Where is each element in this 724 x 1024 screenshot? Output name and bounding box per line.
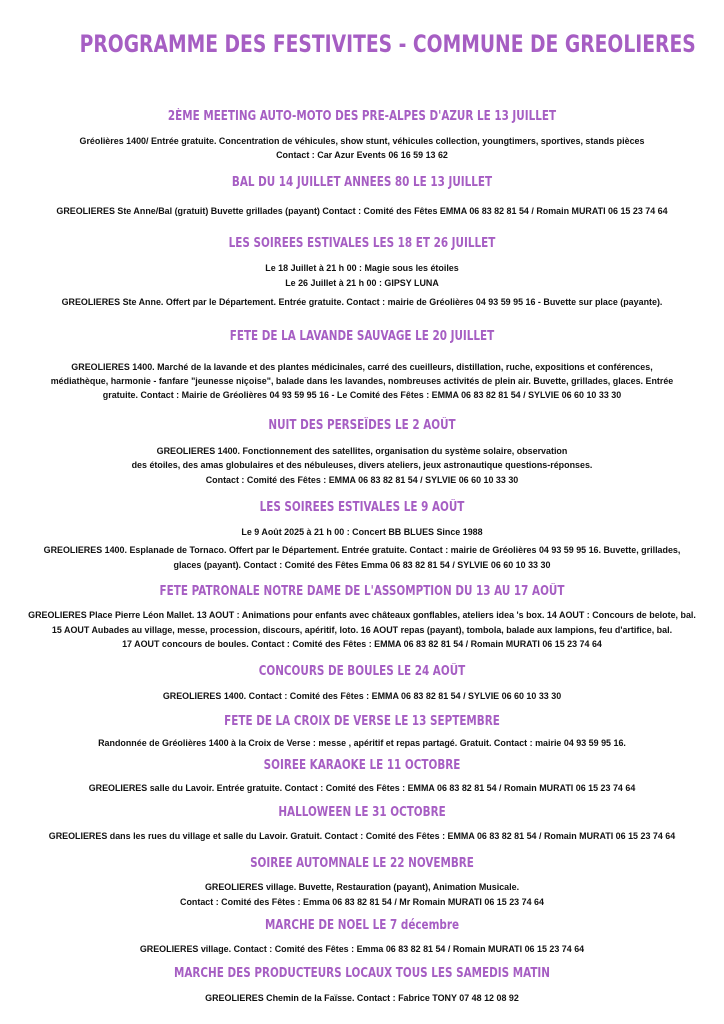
event-description-line: GREOLIERES Place Pierre Léon Mallet. 13 AOUT : Animations pour enfants avec châteaux gonflables, ateliers idea 's box. 14 AOUT : Concours de belote, bal. — [28, 610, 696, 620]
event-description-line: médiathèque, harmonie - fanfare "jeunesse niçoise", balade dans les lavandes, nombreuses activités de plein air. Buvette, grillades, glaces. Entrée — [50, 376, 674, 386]
event-description-line: GREOLIERES salle du Lavoir. Entrée gratuite. Contact : Comité des Fêtes : EMMA 06 83 82 81 54 / Romain MURATI 06 15 23 74 64 — [88, 783, 636, 793]
event-description-line: glaces (payant). Contact : Comité des Fêtes Emma 06 83 82 81 54 / SYLVIE 06 60 10 33 30 — [173, 560, 551, 570]
event-description-line: Contact : Comité des Fêtes : EMMA 06 83 82 81 54 / SYLVIE 06 60 10 33 30 — [205, 475, 519, 485]
event-description-line: GREOLIERES Ste Anne/Bal (gratuit) Buvette grillades (payant) Contact : Comité des Fêtes EMMA 06 83 82 81 54 / Romain MURATI 06 15 23 74 64 — [56, 206, 668, 216]
event-description-line: GREOLIERES dans les rues du village et salle du Lavoir. Gratuit. Contact : Comité des Fêtes : EMMA 06 83 82 81 54 / Romain MURATI 06 15 23 74 64 — [48, 831, 676, 841]
event-description-line: GREOLIERES Ste Anne. Offert par le Département. Entrée gratuite. Contact : mairie de Gréolières 04 93 59 95 16 - Buvette sur place (payante). — [61, 297, 663, 307]
event-title: SOIREE AUTOMNALE LE 22 NOVEMBRE — [250, 856, 474, 871]
event-description-line: 17 AOUT concours de boules. Contact : Comité des Fêtes : EMMA 06 83 82 81 54 / Romain MURATI 06 15 23 74 64 — [122, 639, 602, 649]
event-title: LES SOIREES ESTIVALES LE 9 AOÛT — [259, 500, 465, 515]
event-description-line: 15 AOUT Aubades au village, messe, procession, discours, apéritif, loto. 16 AOUT repas (payant), tombola, balade aux lampions, feu d'artifice, bal. — [51, 625, 673, 635]
event-description-line: gratuite. Contact : Mairie de Gréolières 04 93 59 95 16 - Le Comité des Fêtes : EMMA 06 83 82 81 54 / SYLVIE 06 60 10 33 30 — [102, 390, 622, 400]
event-description-line: Le 9 Août 2025 à 21 h 00 : Concert BB BLUES Since 1988 — [241, 527, 483, 537]
event-description-line: GREOLIERES village. Contact : Comité des Fêtes : Emma 06 83 82 81 54 / Romain MURATI 06 15 23 74 64 — [139, 944, 585, 954]
event-description-line: GREOLIERES Chemin de la Faïsse. Contact : Fabrice TONY 07 48 12 08 92 — [205, 993, 519, 1003]
event-description-line: des étoiles, des amas globulaires et des nébuleuses, divers ateliers, jeux astronautique questions-réponses. — [131, 460, 593, 470]
event-description-line: GREOLIERES 1400. Esplanade de Tornaco. Offert par le Département. Entrée gratuite. Contact : mairie de Gréolières 04 93 59 95 16. Buvette, grillades, — [43, 545, 681, 555]
event-description-line: GREOLIERES 1400. Contact : Comité des Fêtes : EMMA 06 83 82 81 54 / SYLVIE 06 60 10 33 30 — [162, 691, 562, 701]
event-description-line: Contact : Comité des Fêtes : Emma 06 83 82 81 54 / Mr Romain MURATI 06 15 23 74 64 — [180, 897, 544, 907]
event-description-line: Le 26 Juillet à 21 h 00 : GIPSY LUNA — [285, 278, 439, 288]
event-description-line: Randonnée de Gréolières 1400 à la Croix de Verse : messe , apéritif et repas partagé. Gratuit. Contact : mairie 04 93 59 95 16. — [98, 738, 626, 748]
event-description-line: GREOLIERES 1400. Marché de la lavande et des plantes médicinales, carré des cueilleurs, distillation, ruche, expositions et conférences, — [71, 362, 653, 372]
event-title: NUIT DES PERSEÏDES LE 2 AOÛT — [268, 418, 456, 433]
event-title: SOIREE KARAOKE LE 11 OCTOBRE — [263, 758, 461, 773]
event-description-line: Contact : Car Azur Events 06 16 59 13 62 — [276, 150, 448, 160]
event-title: FETE DE LA CROIX DE VERSE LE 13 SEPTEMBRE — [224, 714, 500, 729]
event-title: FETE PATRONALE NOTRE DAME DE L'ASSOMPTION DU 13 AU 17 AOÛT — [159, 584, 565, 599]
event-description-line: Le 18 Juillet à 21 h 00 : Magie sous les étoiles — [265, 263, 459, 273]
event-description-line: GREOLIERES village. Buvette, Restauration (payant), Animation Musicale. — [204, 882, 520, 892]
event-title: LES SOIREES ESTIVALES LES 18 ET 26 JUILLET — [228, 236, 496, 251]
event-title: MARCHE DES PRODUCTEURS LOCAUX TOUS LES SAMEDIS MATIN — [174, 966, 550, 981]
event-title: BAL DU 14 JUILLET ANNEES 80 LE 13 JUILLET — [231, 175, 493, 190]
event-title: CONCOURS DE BOULES LE 24 AOÛT — [258, 664, 466, 679]
event-title: MARCHE DE NOEL LE 7 décembre — [264, 918, 460, 933]
page-title: PROGRAMME DES FESTIVITES - COMMUNE DE GREOLIERES — [79, 30, 696, 58]
event-title: FETE DE LA LAVANDE SAUVAGE LE 20 JUILLET — [229, 329, 495, 344]
event-title: 2ÈME MEETING AUTO-MOTO DES PRE-ALPES D'AZUR LE 13 JUILLET — [167, 109, 557, 124]
event-description-line: Gréolières 1400/ Entrée gratuite. Concentration de véhicules, show stunt, véhicules collection, youngtimers, sportives, stands pièces — [79, 136, 645, 146]
event-title: HALLOWEEN LE 31 OCTOBRE — [278, 805, 446, 820]
event-description-line: GREOLIERES 1400. Fonctionnement des satellites, organisation du système solaire, observation — [156, 446, 568, 456]
